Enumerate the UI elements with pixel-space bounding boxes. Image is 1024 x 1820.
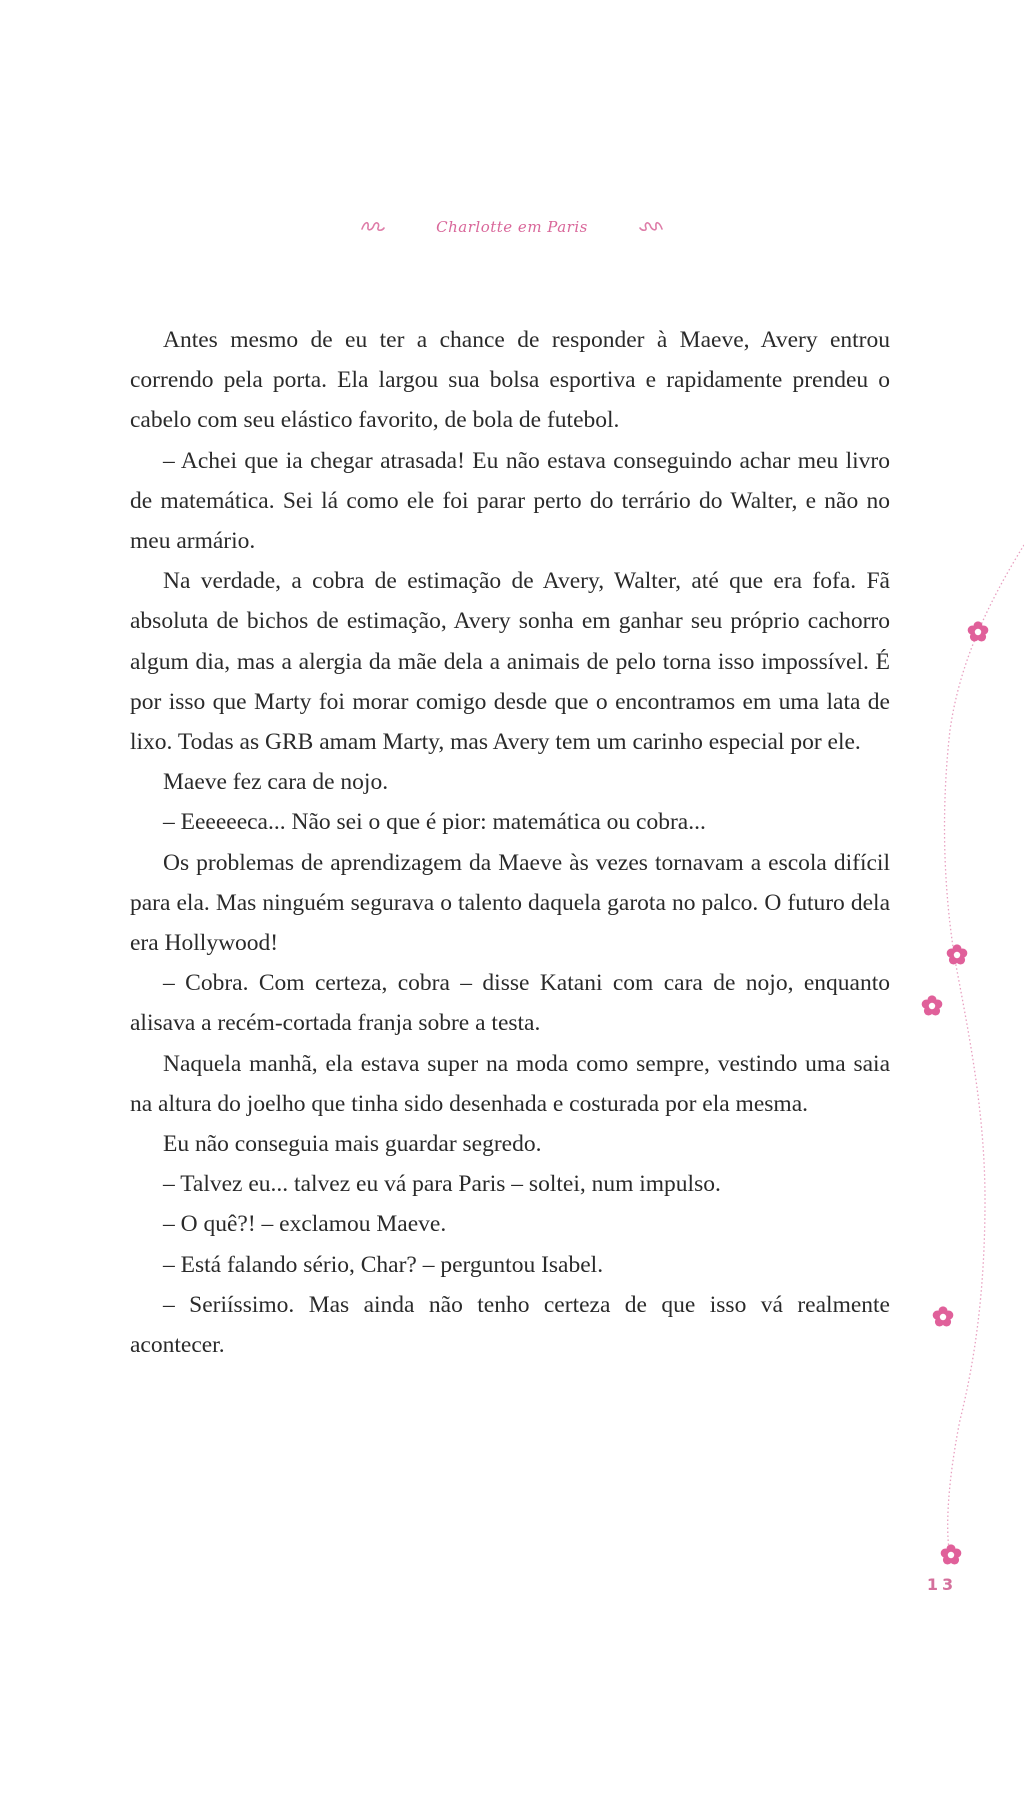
paragraph: – Está falando sério, Char? – perguntou Isabel.: [163, 1251, 604, 1278]
left-flourish-icon: [360, 219, 386, 236]
page-body: [130, 320, 890, 1365]
paragraph: Eu não conseguia mais guardar segredo.: [163, 1131, 542, 1158]
paragraph: – Achei que ia chegar atrasada! Eu não estava conseguindo achar meu livro de matemática. Sei lá como ele foi parar perto do terrário do Walter, e não no meu armário.: [130, 447, 890, 555]
paragraph: – O quê?! – exclamou Maeve.: [163, 1211, 447, 1238]
flower-icon: [922, 995, 943, 1015]
right-flourish-icon: [638, 219, 664, 236]
flower-icon: [941, 1544, 962, 1564]
paragraph: Naquela manhã, ela estava super na moda como sempre, vestindo uma saia na altura do joelho que tinha sido desenhada e costurada por ela mesma.: [130, 1050, 890, 1117]
flower-icon: [968, 621, 989, 641]
paragraph: Maeve fez cara de nojo.: [163, 769, 389, 796]
paragraph: Na verdade, a cobra de estimação de Avery, Walter, até que era fofa. Fã absoluta de bichos de estimação, Avery sonha em ganhar seu próprio cachorro algum dia, mas a alergia da mãe dela a animais de pelo torna isso impossível. É por isso que Marty foi morar comigo desde que o encontramos em uma lata de lixo. Todas as GRB amam Marty, mas Avery tem um carinho especial por ele.: [130, 568, 890, 756]
paragraph: Antes mesmo de eu ter a chance de responder à Maeve, Avery entrou correndo pela porta. Ela largou sua bolsa esportiva e rapidamente prendeu o cabelo com seu elástico favorito, de bola de futebol.: [130, 327, 890, 434]
paragraph: – Eeeeeeca... Não sei o que é pior: matemática ou cobra...: [163, 809, 706, 836]
paragraph: – Talvez eu... talvez eu vá para Paris – soltei, num impulso.: [163, 1171, 721, 1198]
paragraph: – Seriíssimo. Mas ainda não tenho certeza de que isso vá realmente acontecer.: [130, 1291, 890, 1359]
flower-icon: [933, 1306, 954, 1326]
book-title: Charlotte em Paris: [436, 218, 588, 236]
paragraph: Os problemas de aprendizagem da Maeve às vezes tornavam a escola difícil para ela. Mas ninguém segurava o talento daquela garota no palco. O futuro dela era Hollywood!: [130, 849, 890, 957]
running-head: [0, 212, 1024, 242]
flower-icon: [947, 944, 968, 964]
page-number: 13: [926, 1575, 958, 1594]
paragraph: – Cobra. Com certeza, cobra – disse Katani com cara de nojo, enquanto alisava a recém-cortada franja sobre a testa.: [130, 970, 890, 1037]
